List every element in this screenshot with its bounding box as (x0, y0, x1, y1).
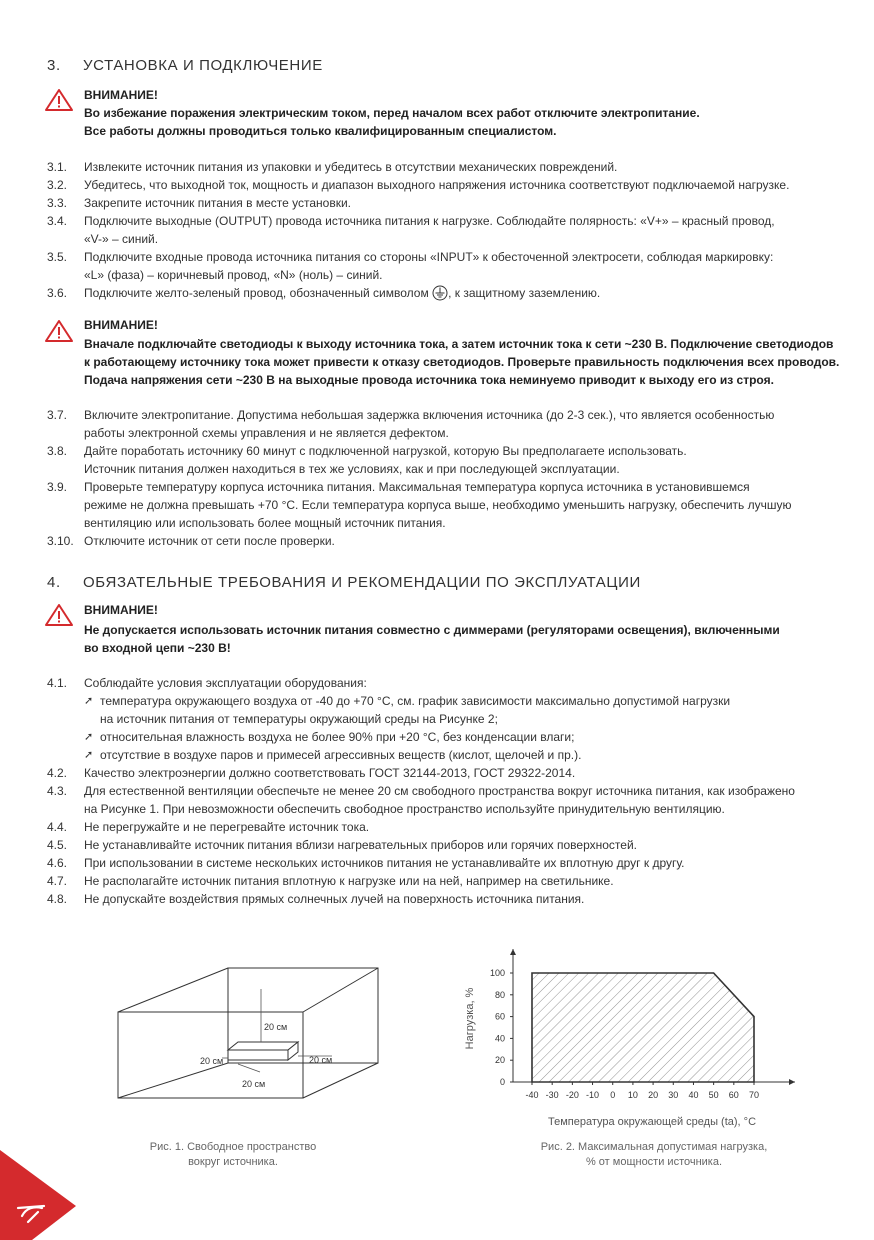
warning-line: во входной цепи ~230 В! (84, 641, 231, 655)
item-text: Убедитесь, что выходной ток, мощность и диапазон выходного напряжения источника соответствуют подключаемой нагрузке. (84, 178, 790, 192)
section-number: 3. (47, 57, 61, 74)
item-text: Закрепите источник питания в месте установки. (84, 196, 351, 210)
dim-label-left: 20 см (200, 1056, 224, 1066)
x-tick-label: 20 (648, 1090, 659, 1100)
item-number: 3.4. (47, 214, 68, 228)
warning-title: ВНИМАНИЕ! (84, 318, 158, 332)
list-item (47, 158, 847, 176)
item-text (84, 782, 857, 818)
y-tick-label: 40 (494, 1033, 505, 1044)
brand-corner-logo (0, 1150, 80, 1240)
item-line: на Рисунке 1. При невозможности обеспечить свободное пространство используйте принудительную вентиляцию. (84, 802, 725, 816)
warning-icon (44, 319, 74, 343)
x-axis-label: Температура окружающей среды (ta), °С (547, 1116, 757, 1128)
bullet-text: отсутствие в воздухе паров и примесей агрессивных веществ (кислот, щелочей и пр.). (100, 748, 582, 762)
item-text: Качество электроэнергии должно соответствовать ГОСТ 32144-2013, ГОСТ 29322-2014. (84, 766, 576, 780)
item-text (84, 248, 847, 284)
warning-line: Все работы должны проводиться только квалифицированным специалистом. (84, 124, 557, 138)
caption-line: Рис. 1. Свободное пространство (149, 1141, 317, 1153)
item-line: Для естественной вентиляции обеспечьте не менее 20 см свободного пространства вокруг источника питания, как изображено (84, 784, 795, 798)
x-axis-arrow (789, 1079, 795, 1085)
list-item (47, 836, 847, 854)
item-number: 3.10. (47, 534, 74, 548)
warning-text (84, 621, 844, 657)
x-tick-label: -20 (565, 1090, 579, 1100)
item-number: 3.6. (47, 286, 68, 300)
figure-2-caption (504, 1140, 804, 1170)
item-number: 3.3. (47, 196, 68, 210)
caption-line: % от мощности источника. (585, 1156, 723, 1168)
section-4-heading (47, 574, 807, 591)
list-item (47, 406, 847, 442)
item-text: При использовании в системе нескольких источников питания не устанавливайте их вплотную друг к другу. (84, 856, 685, 870)
warning-line: к работающему источнику тока может привести к отказу светодиодов. Проверьте правильность подключения всех проводов. (84, 355, 840, 369)
item-line: «V-» – синий. (84, 232, 159, 246)
item-number: 3.2. (47, 178, 68, 192)
item-line: Дайте поработать источнику 60 минут с подключенной нагрузкой, которую Вы предполагаете использовать. (84, 444, 687, 458)
item-line: вентиляцию или использовать более мощный источник питания. (84, 516, 446, 530)
item-line: Проверьте температуру корпуса источника питания. Максимальная температура корпуса источника в установившемся (84, 480, 750, 494)
load-area (532, 973, 754, 1082)
dim-label-top: 20 см (264, 1022, 288, 1032)
bullet-item (84, 728, 844, 746)
item-number: 3.1. (47, 160, 68, 174)
x-tick-label: 50 (708, 1090, 719, 1100)
item-text (84, 442, 847, 478)
item-number: 4.5. (47, 838, 68, 852)
item-number: 4.4. (47, 820, 68, 834)
warning-line: Не допускается использовать источник питания совместно с диммерами (регуляторами освещения), включенными (84, 623, 780, 637)
item-text-before: Подключите желто-зеленый провод, обозначенный символом (84, 286, 429, 300)
item-text: Не перегружайте и не перегревайте источник тока. (84, 820, 370, 834)
item-text: Не допускайте воздействия прямых солнечных лучей на поверхность источника питания. (84, 892, 585, 906)
warning-icon (44, 603, 74, 627)
y-tick-label: 100 (489, 968, 505, 978)
list-item (47, 248, 847, 284)
item-text: Извлеките источник питания из упаковки и убедитесь в отсутствии механических повреждений. (84, 160, 618, 174)
item-number: 4.7. (47, 874, 68, 888)
caption-line: вокруг источника. (188, 1156, 278, 1168)
list-item (47, 478, 847, 532)
item-number: 3.8. (47, 444, 68, 458)
dim-label-right: 20 см (309, 1055, 333, 1065)
item-number: 4.8. (47, 892, 68, 906)
item-line: работы электронной схемы управления и не является дефектом. (84, 426, 449, 440)
item-text: Отключите источник от сети после проверки. (84, 534, 335, 548)
item-number: 3.9. (47, 480, 68, 494)
item-text: Не располагайте источник питания вплотную к нагрузке или на ней, например на светильнике. (84, 874, 614, 888)
y-axis-label: Нагрузка, % (464, 987, 476, 1050)
bullet-text: относительная влажность воздуха не более 90% при +20 °С, без конденсации влаги; (100, 730, 575, 744)
list-item (47, 854, 847, 872)
y-tick-label: 80 (494, 989, 505, 1000)
x-tick-label: 30 (668, 1090, 679, 1100)
y-tick-label: 0 (499, 1077, 505, 1087)
caption-line: Рис. 2. Максимальная допустимая нагрузка, (540, 1141, 768, 1153)
bullet-text (100, 692, 844, 728)
section-3-heading (47, 57, 747, 74)
y-axis-arrow (510, 949, 516, 955)
bullet-line: на источник питания от температуры окружающий среды на Рисунке 2; (100, 712, 498, 726)
dim-label-front: 20 см (242, 1079, 266, 1089)
item-line: режиме не должна превышать +70 °С. Если температура корпуса выше, необходимо уменьшить нагрузку, обеспечить лучшую (84, 498, 792, 512)
item-text: Не устанавливайте источник питания вблизи нагревательных приборов или горячих поверхностей. (84, 838, 638, 852)
x-tick-label: -10 (586, 1090, 600, 1100)
x-tick-label: -40 (525, 1090, 539, 1100)
item-text-after: , к защитному заземлению. (448, 286, 601, 300)
item-line: Включите электропитание. Допустима небольшая задержка включения источника (до 2-3 сек.), что является особенностью (84, 408, 775, 422)
item-text (84, 406, 847, 442)
list-item (47, 872, 847, 890)
list-item (47, 212, 847, 248)
x-tick-label: 0 (610, 1090, 616, 1100)
item-line: Подключите входные провода источника питания со стороны «INPUT» к обесточенной электросети, соблюдая маркировку: (84, 250, 774, 264)
arrow-bullet-icon: ➚ (84, 731, 94, 743)
item-text: Соблюдайте условия эксплуатации оборудования: (84, 676, 367, 690)
list-item (47, 284, 847, 302)
list-item (47, 532, 847, 550)
section-title: УСТАНОВКА И ПОДКЛЮЧЕНИЕ (83, 57, 323, 74)
figure-1-caption (103, 1140, 363, 1170)
list-item (47, 442, 847, 478)
y-tick-label: 20 (494, 1055, 505, 1066)
item-number: 3.5. (47, 250, 68, 264)
warning-icon (44, 88, 74, 112)
x-tick-label: 40 (688, 1090, 699, 1100)
ground-symbol-icon (432, 285, 448, 301)
item-text (84, 478, 847, 532)
item-line: Источник питания должен находиться в тех же условиях, как и при последующей эксплуатации. (84, 462, 620, 476)
bullet-item (84, 746, 844, 764)
bullet-line: температура окружающего воздуха от -40 до +70 °С, см. график зависимости максимально допустимой нагрузки (100, 694, 731, 708)
warning-line: Подача напряжения сети ~230 В на выходные провода источника тока неминуемо приводит к выходу его из строя. (84, 373, 774, 387)
power-source-box (228, 1042, 298, 1060)
warning-line: Во избежание поражения электрическим током, перед началом всех работ отключите электропитание. (84, 106, 700, 120)
item-text (84, 212, 847, 248)
item-line: Подключите выходные (OUTPUT) провода источника питания к нагрузке. Соблюдайте полярность: «V+» – красный провод, (84, 214, 775, 228)
list-item (47, 782, 857, 818)
warning-title: ВНИМАНИЕ! (84, 88, 158, 102)
arrow-bullet-icon: ➚ (84, 695, 94, 707)
warning-line: Вначале подключайте светодиоды к выходу источника тока, а затем источник тока к сети ~230 В. Подключение светодиодов (84, 337, 834, 351)
arrow-bullet-icon: ➚ (84, 749, 94, 761)
figure-2-chart (455, 938, 805, 1133)
item-number: 3.7. (47, 408, 68, 422)
bullet-item (84, 692, 844, 728)
x-tick-label: 60 (728, 1090, 739, 1100)
x-tick-label: 70 (748, 1090, 760, 1100)
warning-text (84, 335, 854, 389)
list-item (47, 764, 847, 782)
list-item (47, 194, 847, 212)
list-item (47, 818, 847, 836)
figure-1-diagram (110, 960, 390, 1100)
warning-title: ВНИМАНИЕ! (84, 603, 158, 617)
warning-text (84, 104, 844, 140)
item-number: 4.3. (47, 784, 68, 798)
x-tick-label: 10 (627, 1090, 638, 1100)
list-item (47, 674, 847, 692)
item-number: 4.1. (47, 676, 68, 690)
item-text (84, 284, 847, 302)
item-line: «L» (фаза) – коричневый провод, «N» (ноль) – синий. (84, 268, 383, 282)
y-tick-label: 60 (494, 1011, 505, 1022)
x-tick-label: -30 (545, 1090, 559, 1100)
list-item (47, 176, 847, 194)
list-item (47, 890, 847, 908)
section-title: ОБЯЗАТЕЛЬНЫЕ ТРЕБОВАНИЯ И РЕКОМЕНДАЦИИ ПО ЭКСПЛУАТАЦИИ (83, 574, 641, 591)
item-number: 4.2. (47, 766, 68, 780)
section-number: 4. (47, 574, 61, 591)
item-number: 4.6. (47, 856, 68, 870)
